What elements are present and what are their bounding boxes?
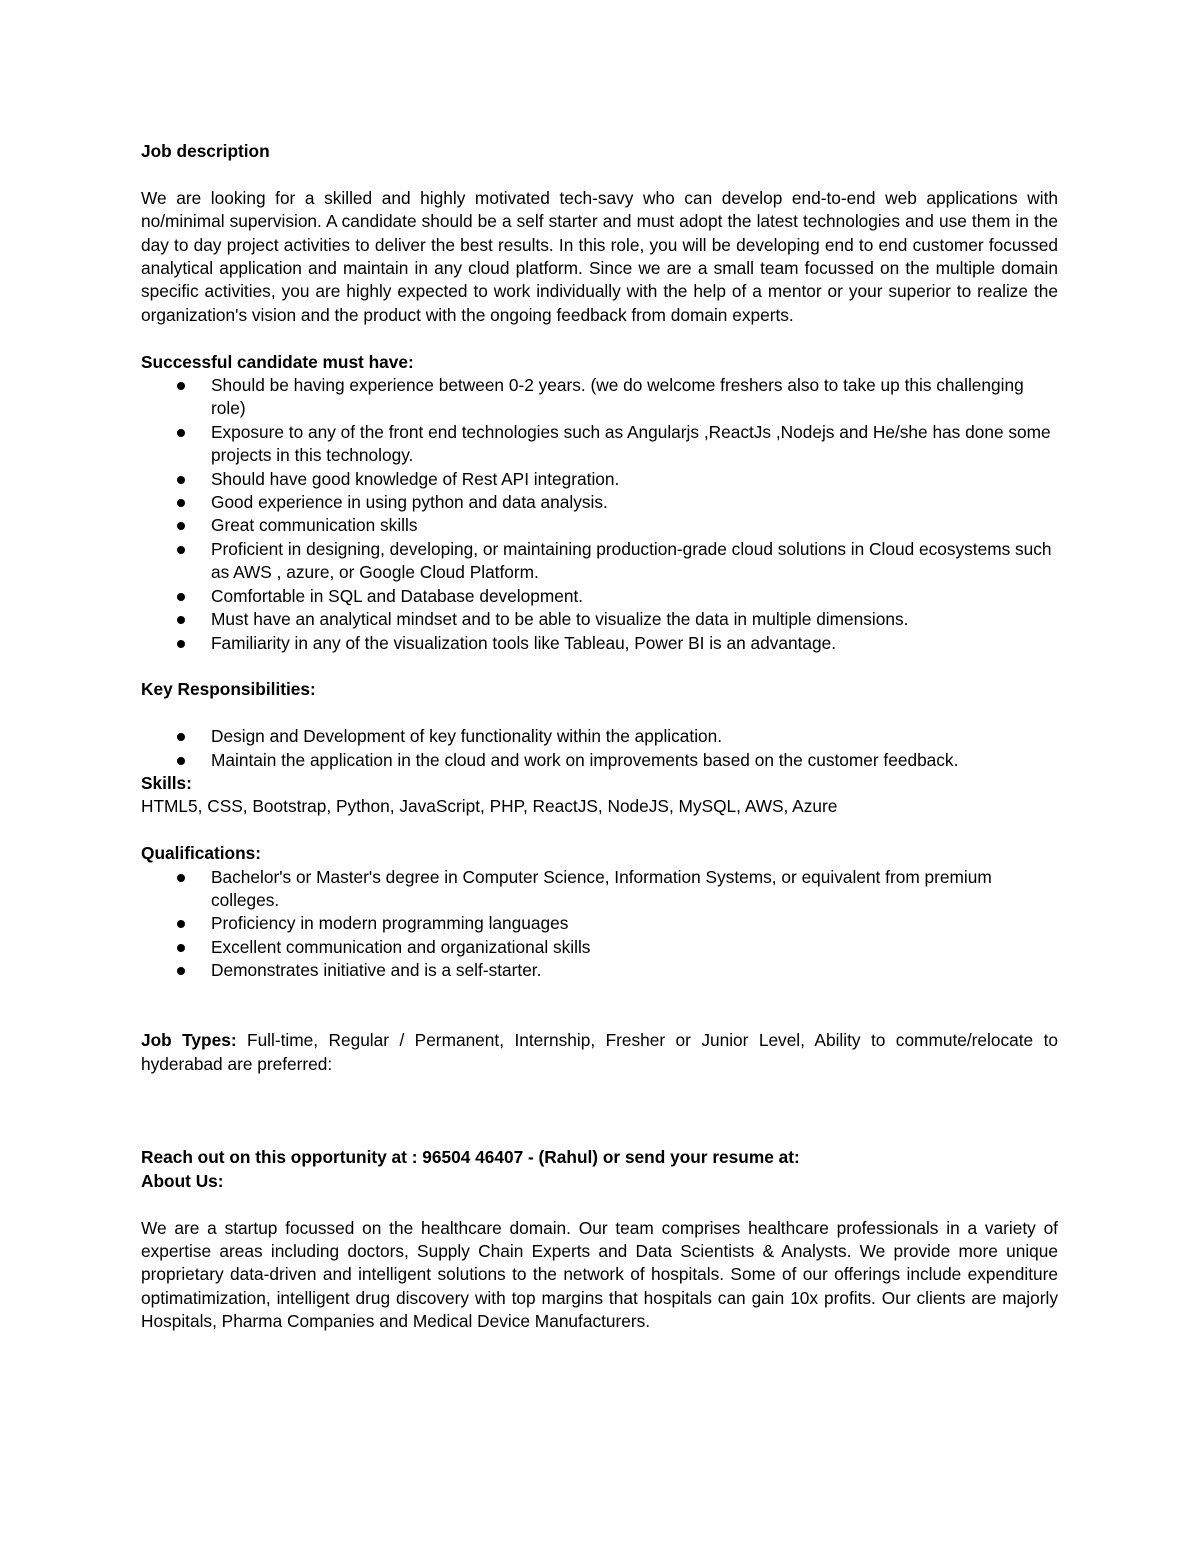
- list-item-text: Should have good knowledge of Rest API integration.: [211, 468, 620, 489]
- spacer: [141, 163, 1058, 186]
- list-item-text: Exposure to any of the front end technologies such as Angularjs ,ReactJs ,Nodejs and He/she has done some projects in this technology.: [211, 421, 1051, 466]
- list-item: [141, 936, 1058, 959]
- job-types-value: Full-time, Regular / Permanent, Internship, Fresher or Junior Level, Ability to commute/relocate to hyderabad are preferred:: [141, 1030, 1058, 1074]
- spacer: [141, 1123, 1058, 1146]
- list-item: [141, 725, 1058, 748]
- qualifications-list: [141, 866, 1058, 983]
- responsibilities-list: [141, 725, 1058, 772]
- list-item: [141, 374, 1058, 421]
- about-body: We are a startup focussed on the healthcare domain. Our team comprises healthcare professionals in a variety of expertise areas including doctors, Supply Chain Experts and Data Scientists & Analysts. We provide more unique proprietary data-driven and intelligent solutions to the network of hospitals. Some of our offerings include expenditure optimatimization, intelligent drug discovery with top margins that hospitals can gain 10x profits. Our clients are majorly Hospitals, Pharma Companies and Medical Device Manufacturers.: [141, 1217, 1058, 1332]
- list-item-text: Maintain the application in the cloud and work on improvements based on the customer feedback.: [211, 749, 959, 770]
- bullet-icon: [177, 640, 185, 648]
- bullet-icon: [177, 429, 185, 437]
- bullet-icon: [177, 944, 185, 952]
- spacer: [141, 327, 1058, 350]
- bullet-icon: [177, 616, 185, 624]
- list-item: [141, 585, 1058, 608]
- list-item-text: Excellent communication and organizational skills: [211, 936, 591, 957]
- bullet-icon: [177, 499, 185, 507]
- list-item: [141, 421, 1058, 468]
- list-item-text: Great communication skills: [211, 515, 418, 536]
- bullet-icon: [177, 593, 185, 601]
- job-description-body: We are looking for a skilled and highly motivated tech-savy who can develop end-to-end web applications with no/minimal supervision. A candidate should be a self starter and must adopt the latest technologies and use them in the day to day project activities to deliver the best results. In this role, you will be developing end to end customer focussed analytical application and maintain in any cloud platform. Since we are a small team focussed on the multiple domain specific activities, you are highly expected to work individually with the help of a mentor or your superior to realize the organization's vision and the product with the ongoing feedback from domain experts.: [141, 187, 1058, 325]
- spacer: [141, 983, 1058, 1006]
- list-item: [141, 749, 1058, 772]
- bullet-icon: [177, 476, 185, 484]
- about-heading: About Us:: [141, 1170, 224, 1191]
- bullet-icon: [177, 874, 185, 882]
- job-description-heading: Job description: [141, 141, 270, 161]
- job-types-line: [141, 1029, 1058, 1076]
- list-item: [141, 491, 1058, 514]
- list-item: [141, 538, 1058, 585]
- bullet-icon: [177, 757, 185, 765]
- bullet-icon: [177, 920, 185, 928]
- requirements-list: [141, 374, 1058, 655]
- document-page: [141, 140, 1058, 1334]
- skills-heading: Skills:: [141, 772, 192, 793]
- list-item-text: Proficient in designing, developing, or maintaining production-grade cloud solutions in Cloud ecosystems such as AWS , azure, or Google Cloud Platform.: [211, 538, 1052, 583]
- bullet-icon: [177, 967, 185, 975]
- responsibilities-heading: Key Responsibilities:: [141, 679, 316, 700]
- list-item: [141, 866, 1058, 913]
- list-item: [141, 468, 1058, 491]
- bullet-icon: [177, 522, 185, 530]
- list-item-text: Comfortable in SQL and Database development.: [211, 585, 584, 606]
- list-item-text: Familiarity in any of the visualization tools like Tableau, Power BI is an advantage.: [211, 632, 837, 653]
- spacer: [141, 655, 1058, 678]
- spacer: [141, 1076, 1058, 1099]
- list-item-text: Bachelor's or Master's degree in Computer Science, Information Systems, or equivalent from premium colleges.: [211, 866, 992, 910]
- list-item: [141, 959, 1058, 982]
- job-types-label: Job Types:: [141, 1030, 237, 1051]
- skills-value: HTML5, CSS, Bootstrap, Python, JavaScript, PHP, ReactJS, NodeJS, MySQL, AWS, Azure: [141, 796, 838, 817]
- spacer: [141, 1006, 1058, 1029]
- list-item-text: Good experience in using python and data analysis.: [211, 492, 608, 513]
- list-item-text: Design and Development of key functionality within the application.: [211, 726, 723, 747]
- bullet-icon: [177, 546, 185, 554]
- list-item: [141, 514, 1058, 537]
- list-item-text: Demonstrates initiative and is a self-starter.: [211, 960, 542, 981]
- list-item-text: Proficiency in modern programming languages: [211, 913, 569, 934]
- list-item: [141, 912, 1058, 935]
- bullet-icon: [177, 733, 185, 741]
- bullet-icon: [177, 382, 185, 390]
- list-item-text: Must have an analytical mindset and to be able to visualize the data in multiple dimensions.: [211, 609, 909, 630]
- spacer: [141, 1100, 1058, 1123]
- spacer: [141, 819, 1058, 842]
- list-item: [141, 632, 1058, 655]
- spacer: [141, 1193, 1058, 1216]
- qualifications-heading: Qualifications:: [141, 843, 262, 864]
- contact-line: Reach out on this opportunity at : 96504 46407 - (Rahul) or send your resume at:: [141, 1147, 800, 1168]
- list-item: [141, 608, 1058, 631]
- spacer: [141, 702, 1058, 725]
- requirements-heading: Successful candidate must have:: [141, 351, 414, 372]
- list-item-text: Should be having experience between 0-2 years. (we do welcome freshers also to take up this challenging role): [211, 375, 1024, 419]
